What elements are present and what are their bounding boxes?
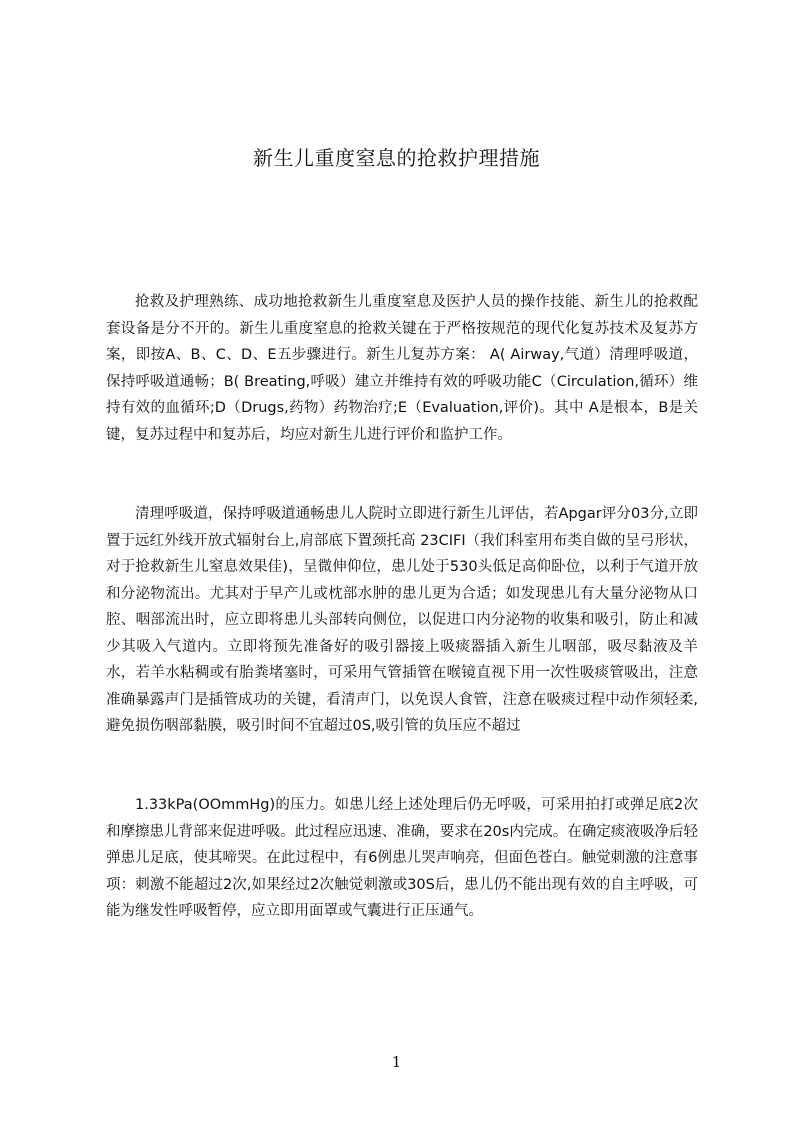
paragraph-tactile-stimulation: 1.33kPa(OOmmHg)的压力。如患儿经上述处理后仍无呼吸，可采用拍打或弹足底2次和摩擦患儿背部来促进呼吸。此过程应迅速、准确，要求在20s内完成。在确定痰液吸净后轻弹患儿足底，使其啼哭。在此过程中，有6例患儿哭声响亮，但面色苍白。触觉刺激的注意事项：刺激不能超过2次,如果经过2次触觉刺激或30S后，患儿仍不能出现有效的自主呼吸，可能为继发性呼吸暂停，应立即用面罩或气囊进行正压通气。 [106, 797, 698, 919]
page-number: 1 [391, 1053, 402, 1071]
document-title: 新生儿重度窒息的抢救护理措施 [253, 146, 540, 170]
paragraph-resuscitation-overview: 抢救及护理熟练、成功地抢救新生儿重度窒息及医护人员的操作技能、新生儿的抢救配套设备是分不开的。新生儿重度窒息的抢救关键在于严格按规范的现代化复苏技术及复苏方案，即按A、B、C、D、E五步骤进行。新生儿复苏方案： A( Airway,气道）清理呼吸道，保持呼吸道通畅；B( Breating,呼吸）建立并维持有效的呼吸功能C（Circulation,循环）维持有效的血循环;D（Drugs,药物）药物治疗;E（Evaluation,评价)。其中 A是根本，B是关键，复苏过程中和复苏后，均应对新生儿进行评价和监护工作。 [106, 294, 698, 443]
paragraph-airway-clearing: 清理呼吸道，保持呼吸道通畅患儿人院时立即进行新生儿评估，若Apgar评分03分,立即置于远红外线开放式辐射台上,肩部底下置颈托高 23CIFI（我们科室用布类自做的呈弓形状，对于抢救新生儿窒息效果佳)，呈微伸仰位，患儿处于530头低足高仰卧位，以利于气道开放和分泌物流出。尤其对于早产儿或枕部水肿的患儿更为合适；如发现患儿有大量分泌物从口腔、咽部流出时，应立即将患儿头部转向侧位，以促进口内分泌物的收集和吸引，防止和减少其吸入气道内。立即将预先准备好的吸引器接上吸痰器插入新生儿咽部，吸尽黏液及羊水，若羊水粘稠或有胎粪堵塞时，可采用气管插管在喉镜直视下用一次性吸痰管吸出，注意准确暴露声门是插管成功的关键，看清声门，以免误人食管，注意在吸痰过程中动作须轻柔,避免损伤咽部黏膜，吸引时间不宜超过0S,吸引管的负压应不超过 [106, 506, 698, 734]
